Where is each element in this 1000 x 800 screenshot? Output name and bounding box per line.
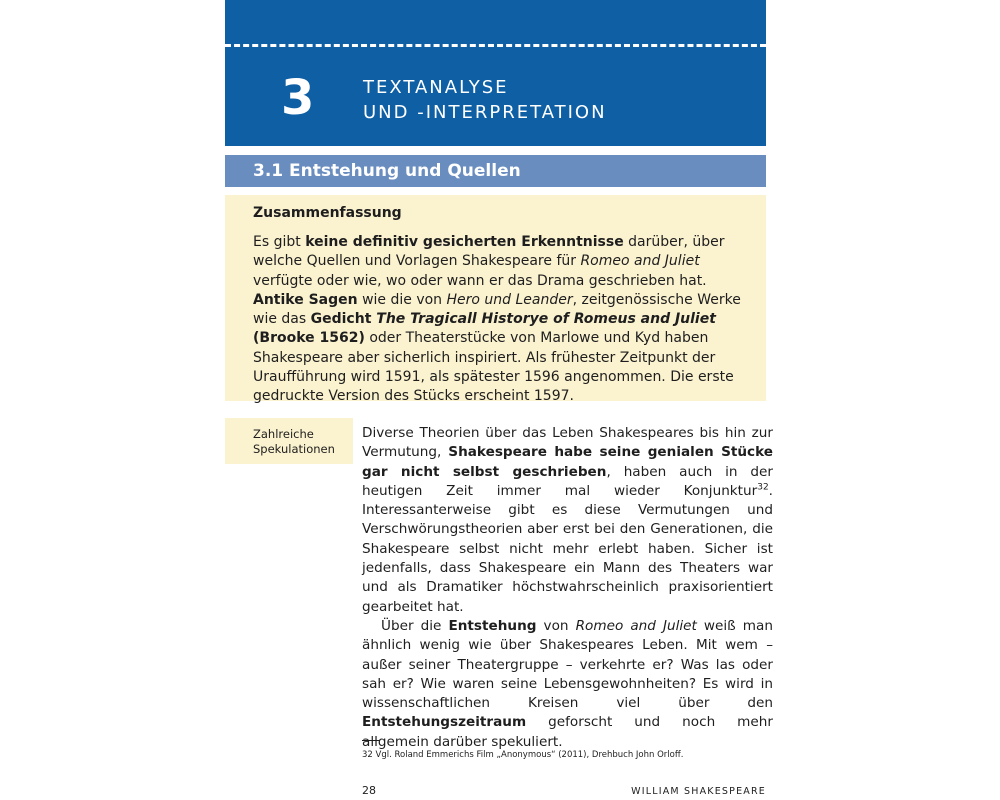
summary-heading: Zusammenfassung <box>253 205 402 221</box>
footnote-marker[interactable]: 32 <box>757 482 769 493</box>
body-paragraph-1: Diverse Theorien über das Leben Shakespeares bis hin zur Vermutung, Shakespeare habe seine genialen Stücke gar nicht selbst geschrieben, haben auch in der heutigen Zeit immer mal wieder Konjunktur$^{32}$. Interessanterweise gibt es diese Vermutungen und Verschwörungstheorien aber erst bei den Generationen, die Shakespeare selbst nicht mehr erlebt haben. Sicher ist jedenfalls, dass Shakespeare ein Mann des Theaters war und als Dramatiker höchstwahrscheinlich praxisorientiert gearbeitet hat. <box>362 425 774 615</box>
footnote: 32 Vgl. Roland Emmerichs Film „Anonymous“ (2011), Drehbuch John Orloff. <box>362 750 684 760</box>
chapter-title-line-1: TEXTANALYSE <box>363 77 509 98</box>
summary-box <box>225 195 766 405</box>
chapter-title-line-2: UND -INTERPRETATION <box>363 102 607 123</box>
section-heading-bar <box>225 155 766 187</box>
margin-note-text <box>253 427 335 457</box>
margin-note-line-1: Zahlreiche <box>253 427 314 441</box>
book-page <box>225 0 774 800</box>
chapter-title <box>363 75 607 125</box>
decorative-dashed-line <box>225 44 766 47</box>
main-text-column <box>362 424 773 752</box>
margin-note <box>225 418 353 464</box>
chapter-number: 3 <box>281 70 315 126</box>
chapter-header <box>225 0 766 146</box>
margin-note-line-2: Spekulationen <box>253 442 335 456</box>
page-number: 28 <box>362 784 376 797</box>
summary-paragraph: Es gibt keine definitiv gesicherten Erkenntnisse darüber, über welche Quellen und Vorlagen Shakespeare für Romeo and Juliet verfügte oder wie, wo oder wann er das Drama geschrieben hat. Antike Sagen wie die von Hero und Leander, zeitgenössische Werke wie das Gedicht The Tragicall Historye of Romeus and Juliet (Brooke 1562) oder Theaterstücke von Marlowe und Kyd haben Shakespeare aber sicherlich inspiriert. Als frühester Zeitpunkt der Uraufführung wird 1591, als spätester 1596 angenommen. Die erste gedruckte Version des Stücks erscheint 1597. <box>253 234 741 405</box>
running-title: WILLIAM SHAKESPEARE <box>631 786 766 797</box>
section-title: 3.1 Entstehung und Quellen <box>253 161 521 181</box>
body-paragraph-2: Über die Entstehung von Romeo and Juliet weiß man ähnlich wenig wie über Shakespeares Leben. Mit wem – außer seiner Theatergruppe – verkehrte er? Was las oder sah er? Wie waren seine Lebensgewohnheiten? Es wird in wissenschaftlichen Kreisen viel über den Entstehungszeitraum geforscht und noch mehr allgemein darüber spekuliert. <box>362 617 773 750</box>
footnote-rule <box>362 740 380 741</box>
